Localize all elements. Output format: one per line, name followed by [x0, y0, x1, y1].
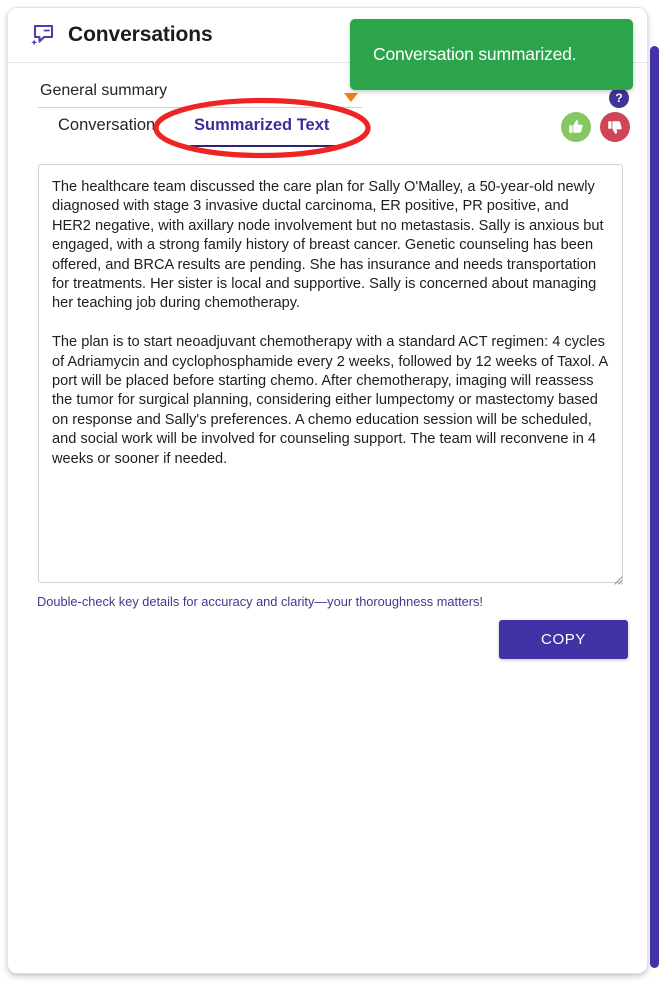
copy-button[interactable]: COPY: [499, 620, 628, 659]
page-scrollbar-thumb[interactable]: [650, 46, 659, 968]
tab-bar: [38, 116, 613, 153]
page-scrollbar[interactable]: [649, 0, 661, 989]
thumbs-down-icon[interactable]: [600, 112, 630, 142]
thumbs-up-icon[interactable]: [561, 112, 591, 142]
page-title: Conversations: [68, 23, 213, 46]
summarized-text-input[interactable]: [38, 164, 623, 583]
feedback-controls: [561, 112, 630, 142]
chevron-down-icon: [344, 93, 358, 102]
conversation-sparkle-icon: [30, 22, 56, 48]
helper-text: Double-check key details for accuracy and clarity—your thoroughness matters!: [37, 594, 483, 609]
summary-type-value: General summary: [40, 82, 168, 99]
help-icon[interactable]: ?: [609, 88, 629, 108]
tab-conversation[interactable]: Conversation: [58, 116, 156, 134]
toast-notification: [350, 19, 633, 90]
tab-summarized-text[interactable]: Summarized Text: [190, 116, 347, 147]
conversations-panel: [7, 7, 648, 974]
summary-type-select[interactable]: [38, 82, 362, 108]
toast-message: Conversation summarized.: [373, 44, 577, 64]
